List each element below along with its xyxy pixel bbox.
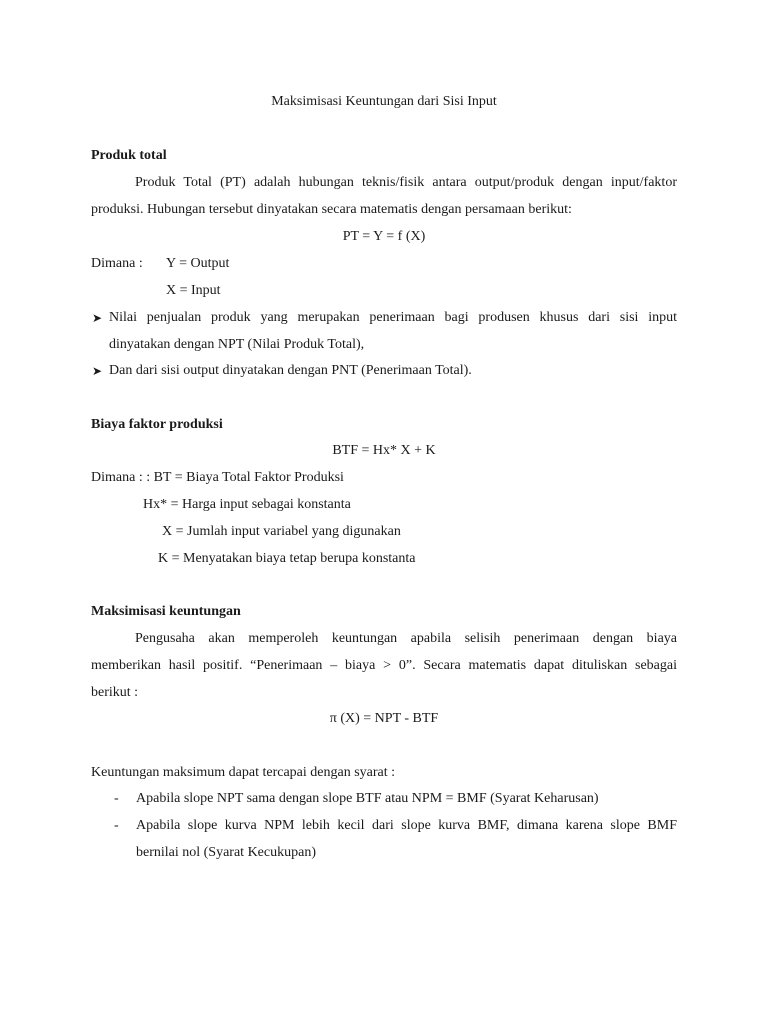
definition-k: K = Menyatakan biaya tetap berupa konstanta [158,551,416,566]
definition-y: Y = Output [166,256,230,271]
definition-bt: Dimana : : BT = Biaya Total Faktor Produksi [91,470,344,485]
dash-bullet: - [114,791,119,806]
dimana-label: Dimana : [91,256,143,271]
document-title: Maksimisasi Keuntungan dari Sisi Input [271,94,497,109]
arrow-bullet-icon: ➤ [92,364,103,378]
definition-x-var: X = Jumlah input variabel yang digunakan [162,524,401,539]
formula-biaya: BTF = Hx* X + K [332,443,436,458]
dash-bullet: - [114,818,119,833]
paragraph-line: memberikan hasil positif. “Penerimaan – biaya > 0”. Secara matematis dapat dituliskan sebagai [91,658,677,673]
heading-produk-total: Produk total [91,148,167,163]
bullet-text: dinyatakan dengan NPT (Nilai Produk Total), [109,337,365,352]
heading-maksimisasi: Maksimisasi keuntungan [91,604,241,619]
formula-profit: π (X) = NPT - BTF [329,711,439,726]
bullet-text: Nilai penjualan produk yang merupakan penerimaan bagi produsen khusus dari sisi input [109,310,677,325]
condition-item: bernilai nol (Syarat Kecukupan) [136,845,316,860]
paragraph-line: produksi. Hubungan tersebut dinyatakan secara matematis dengan persamaan berikut: [91,202,572,217]
definition-x: X = Input [166,283,221,298]
paragraph-line: Produk Total (PT) adalah hubungan teknis/fisik antara output/produk dengan input/faktor [135,175,677,190]
bullet-text: Dan dari sisi output dinyatakan dengan PNT (Penerimaan Total). [109,363,472,378]
heading-biaya-faktor: Biaya faktor produksi [91,417,223,432]
paragraph-line: Pengusaha akan memperoleh keuntungan apabila selisih penerimaan dengan biaya [135,631,677,646]
condition-item: Apabila slope kurva NPM lebih kecil dari slope kurva BMF, dimana karena slope BMF [136,818,677,833]
paragraph-line: berikut : [91,685,139,700]
definition-hx: Hx* = Harga input sebagai konstanta [143,497,351,512]
formula-produk-total: PT = Y = f (X) [342,229,426,244]
condition-item: Apabila slope NPT sama dengan slope BTF atau NPM = BMF (Syarat Keharusan) [136,791,599,806]
arrow-bullet-icon: ➤ [92,311,103,325]
condition-intro: Keuntungan maksimum dapat tercapai dengan syarat : [91,765,396,780]
